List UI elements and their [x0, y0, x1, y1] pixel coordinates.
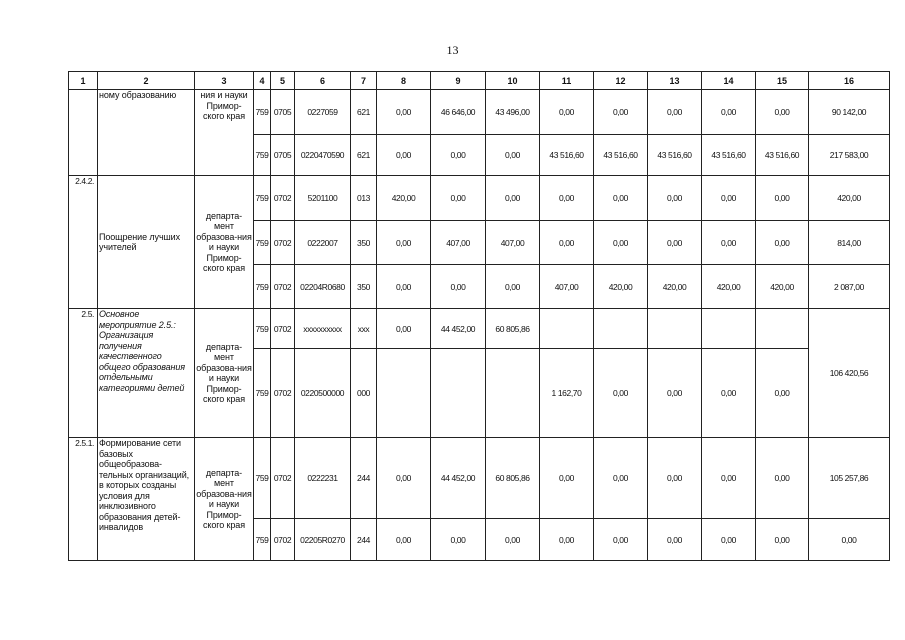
table-cell: 0,00	[702, 221, 756, 265]
table-cell: 2 087,00	[809, 265, 890, 309]
table-cell: 420,00	[648, 265, 702, 309]
table-cell: 0705	[271, 135, 295, 176]
table-cell: 350	[351, 265, 377, 309]
table-cell: 0,00	[756, 349, 809, 438]
table-cell: 0,00	[648, 519, 702, 561]
table-cell: 0,00	[486, 135, 540, 176]
measure-name: Поощрение лучших учителей	[98, 176, 195, 309]
table-cell: 43 516,60	[594, 135, 648, 176]
table-cell: 0,00	[486, 519, 540, 561]
table-cell: 0702	[271, 265, 295, 309]
table-cell: 0702	[271, 438, 295, 519]
table-cell: 0,00	[377, 309, 431, 349]
table-cell: 43 516,60	[756, 135, 809, 176]
table-cell: 0,00	[431, 135, 486, 176]
table-cell: 0,00	[648, 176, 702, 221]
table-cell: 0222231	[295, 438, 351, 519]
column-header: 13	[648, 72, 702, 90]
column-header: 14	[702, 72, 756, 90]
column-header: 9	[431, 72, 486, 90]
table-cell: 350	[351, 221, 377, 265]
table-cell: 0220470590	[295, 135, 351, 176]
column-header: 1	[69, 72, 98, 90]
table-cell: 0,00	[594, 221, 648, 265]
table-cell	[486, 349, 540, 438]
table-cell: 0220500000	[295, 349, 351, 438]
table-cell: 44 452,00	[431, 438, 486, 519]
table-cell: 0702	[271, 176, 295, 221]
table-cell: 0702	[271, 221, 295, 265]
table-cell	[648, 309, 702, 349]
table-cell: 0,00	[702, 519, 756, 561]
table-cell: 43 496,00	[486, 90, 540, 135]
table-cell: 0,00	[702, 90, 756, 135]
budget-table	[68, 71, 890, 561]
table-cell: 0705	[271, 90, 295, 135]
column-header: 5	[271, 72, 295, 90]
executor: департа-мент образова-ния и науки Примор-ского края	[195, 309, 254, 438]
table-cell: 420,00	[756, 265, 809, 309]
table-cell: xxxxxxxxxx	[295, 309, 351, 349]
table-cell: 0,00	[377, 221, 431, 265]
table-cell: 0,00	[756, 221, 809, 265]
measure-name: ному образованию	[98, 90, 195, 176]
table-cell: 814,00	[809, 221, 890, 265]
table-cell: 0222007	[295, 221, 351, 265]
column-header: 8	[377, 72, 431, 90]
table-cell: 0,00	[431, 519, 486, 561]
table-cell: 105 257,86	[809, 438, 890, 519]
table-cell: 0,00	[540, 221, 594, 265]
table-cell: 02204R0680	[295, 265, 351, 309]
table-cell: 0702	[271, 309, 295, 349]
table-cell	[702, 309, 756, 349]
table-cell: 0,00	[540, 176, 594, 221]
table-cell: 0,00	[594, 519, 648, 561]
table-cell: 217 583,00	[809, 135, 890, 176]
table-row	[69, 309, 890, 349]
table-cell: 02205R0270	[295, 519, 351, 561]
executor: ния и науки Примор-ского края	[195, 90, 254, 176]
table-cell: 0,00	[540, 438, 594, 519]
row-number	[69, 90, 98, 176]
table-cell-total: 106 420,56	[809, 309, 890, 438]
table-cell: 0,00	[486, 176, 540, 221]
table-cell: 0,00	[377, 265, 431, 309]
table-cell: 0,00	[594, 438, 648, 519]
table-cell: 0702	[271, 349, 295, 438]
table-cell: 0227059	[295, 90, 351, 135]
table-cell	[377, 349, 431, 438]
table-cell: 759	[254, 135, 271, 176]
table-cell: 0,00	[377, 519, 431, 561]
table-cell: 0,00	[431, 265, 486, 309]
table-cell: 420,00	[594, 265, 648, 309]
header-row	[69, 72, 890, 90]
table-cell: 244	[351, 519, 377, 561]
table-cell: 0,00	[431, 176, 486, 221]
table-cell: 0,00	[648, 438, 702, 519]
table-cell: 407,00	[486, 221, 540, 265]
table-cell: xxx	[351, 309, 377, 349]
table-cell: 759	[254, 519, 271, 561]
table-cell	[594, 309, 648, 349]
column-header: 3	[195, 72, 254, 90]
row-number: 2.5.1.	[69, 438, 98, 561]
table-cell: 5201100	[295, 176, 351, 221]
table-cell: 0,00	[756, 438, 809, 519]
column-header: 15	[756, 72, 809, 90]
table-cell: 43 516,60	[540, 135, 594, 176]
table-cell: 407,00	[540, 265, 594, 309]
table-cell: 0,00	[702, 176, 756, 221]
table-cell: 60 805,86	[486, 309, 540, 349]
table-cell: 60 805,86	[486, 438, 540, 519]
table-cell: 759	[254, 90, 271, 135]
table-cell: 0,00	[377, 438, 431, 519]
table-cell: 759	[254, 221, 271, 265]
table-cell: 0,00	[540, 90, 594, 135]
table-cell: 621	[351, 90, 377, 135]
table-cell: 013	[351, 176, 377, 221]
table-cell: 420,00	[809, 176, 890, 221]
executor: департа-мент образова-ния и науки Примор-ского края	[195, 438, 254, 561]
table-cell: 407,00	[431, 221, 486, 265]
measure-name: Основное мероприятие 2.5.: Организация получения качественного общего образования отдельными категориями детей	[98, 309, 195, 438]
table-cell: 0,00	[756, 176, 809, 221]
table-cell: 759	[254, 349, 271, 438]
table-cell: 46 646,00	[431, 90, 486, 135]
table-cell: 000	[351, 349, 377, 438]
column-header: 4	[254, 72, 271, 90]
row-number: 2.5.	[69, 309, 98, 438]
table-cell: 759	[254, 176, 271, 221]
row-number: 2.4.2.	[69, 176, 98, 309]
table-cell: 0,00	[377, 90, 431, 135]
table-cell: 0702	[271, 519, 295, 561]
table-cell	[431, 349, 486, 438]
table-row	[69, 90, 890, 135]
table-row	[69, 176, 890, 221]
column-header: 2	[98, 72, 195, 90]
executor: департа-мент образова-ния и науки Примор-ского края	[195, 176, 254, 309]
column-header: 12	[594, 72, 648, 90]
table-row	[69, 438, 890, 519]
table-cell: 43 516,60	[648, 135, 702, 176]
measure-name: Формирование сети базовых общеобразова-тельных организаций, в которых созданы условия для инклюзивного образования детей-инвалидов	[98, 438, 195, 561]
table-cell: 43 516,60	[702, 135, 756, 176]
table-cell	[756, 309, 809, 349]
table-cell: 0,00	[702, 438, 756, 519]
table-cell: 244	[351, 438, 377, 519]
table-cell: 90 142,00	[809, 90, 890, 135]
table-cell: 0,00	[594, 176, 648, 221]
table-cell: 0,00	[756, 519, 809, 561]
table-cell: 0,00	[648, 90, 702, 135]
table-cell: 0,00	[648, 349, 702, 438]
table-cell: 0,00	[486, 265, 540, 309]
table-cell: 420,00	[377, 176, 431, 221]
table-cell: 1 162,70	[540, 349, 594, 438]
table-cell: 0,00	[648, 221, 702, 265]
column-header: 6	[295, 72, 351, 90]
table-cell: 44 452,00	[431, 309, 486, 349]
table-cell: 759	[254, 309, 271, 349]
column-header: 7	[351, 72, 377, 90]
table-cell: 0,00	[540, 519, 594, 561]
table-cell: 0,00	[377, 135, 431, 176]
table-cell: 759	[254, 438, 271, 519]
column-header: 10	[486, 72, 540, 90]
table-cell: 759	[254, 265, 271, 309]
table-cell: 420,00	[702, 265, 756, 309]
table-cell: 0,00	[702, 349, 756, 438]
column-header: 16	[809, 72, 890, 90]
table-cell	[540, 309, 594, 349]
table-cell: 0,00	[809, 519, 890, 561]
column-header: 11	[540, 72, 594, 90]
table-cell: 621	[351, 135, 377, 176]
table-cell: 0,00	[594, 90, 648, 135]
page-number: 13	[446, 43, 459, 57]
table-cell: 0,00	[594, 349, 648, 438]
table-cell: 0,00	[756, 90, 809, 135]
